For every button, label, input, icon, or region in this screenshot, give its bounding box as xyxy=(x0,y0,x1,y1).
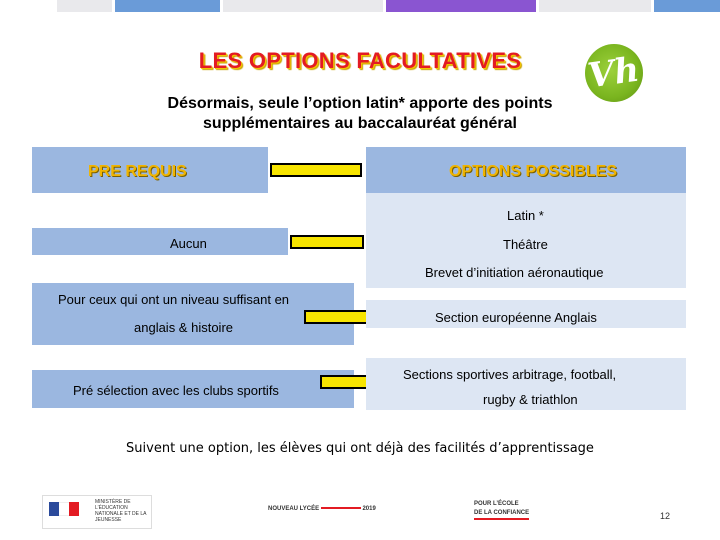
ecole-line-1: POUR L’ÉCOLE xyxy=(474,501,519,507)
school-logo-icon: Vh xyxy=(585,44,643,102)
prerequis-niveau-line-1: Pour ceux qui ont un niveau suffisant en xyxy=(58,292,290,307)
slide-title: LES OPTIONS FACULTATIVES xyxy=(198,48,522,73)
top-bar-grey-2 xyxy=(223,0,383,12)
option-theatre: Théâtre xyxy=(503,237,548,252)
ecole-line-2: DE LA CONFIANCE xyxy=(474,509,529,520)
french-flag-icon xyxy=(49,502,79,516)
slide-subtitle xyxy=(100,94,620,134)
footer-note: Suivent une option, les élèves qui ont déjà des facilités d’apprentissage xyxy=(126,441,594,456)
nouveau-lycee-year: 2019 xyxy=(362,506,376,512)
top-bar-blue xyxy=(115,0,220,12)
prerequis-aucun: Aucun xyxy=(170,236,207,251)
nouveau-lycee-underline xyxy=(321,507,361,509)
page-number: 12 xyxy=(660,511,671,521)
option-section-euro: Section européenne Anglais xyxy=(435,310,597,325)
top-bar-grey xyxy=(57,0,112,12)
connector-bar-niveau xyxy=(304,310,368,324)
ministry-logo xyxy=(42,495,152,529)
top-bar-white xyxy=(0,0,55,12)
prerequis-niveau-line-2: anglais & histoire xyxy=(134,320,233,335)
ecole-confiance-logo xyxy=(474,500,529,520)
option-brevet: Brevet d’initiation aéronautique xyxy=(425,265,604,280)
top-bar-blue-2 xyxy=(654,0,720,12)
connector-bar-header xyxy=(270,163,362,177)
subtitle-line-2: supplémentaires au baccalauréat général xyxy=(203,115,517,132)
connector-bar-aucun xyxy=(290,235,364,249)
top-bar-grey-3 xyxy=(539,0,651,12)
nouveau-lycee-text: NOUVEAU LYCÉE xyxy=(268,506,320,512)
option-sport-line-2: rugby & triathlon xyxy=(483,392,578,407)
subtitle-line-1: Désormais, seule l’option latin* apporte des points xyxy=(167,95,553,112)
nouveau-lycee-logo xyxy=(268,506,376,512)
prerequis-preselection: Pré sélection avec les clubs sportifs xyxy=(73,383,279,398)
options-header: OPTIONS POSSIBLES xyxy=(449,163,618,180)
prerequis-header: PRE REQUIS xyxy=(88,163,187,180)
option-sport-line-1: Sections sportives arbitrage, football, xyxy=(403,367,617,382)
option-latin: Latin * xyxy=(507,208,544,223)
top-bar-purple xyxy=(386,0,536,12)
prerequis-aucun-box xyxy=(32,228,288,255)
ministry-text: MINISTÈRE DE L’ÉDUCATION NATIONALE ET DE LA JEUNESSE xyxy=(95,499,147,523)
